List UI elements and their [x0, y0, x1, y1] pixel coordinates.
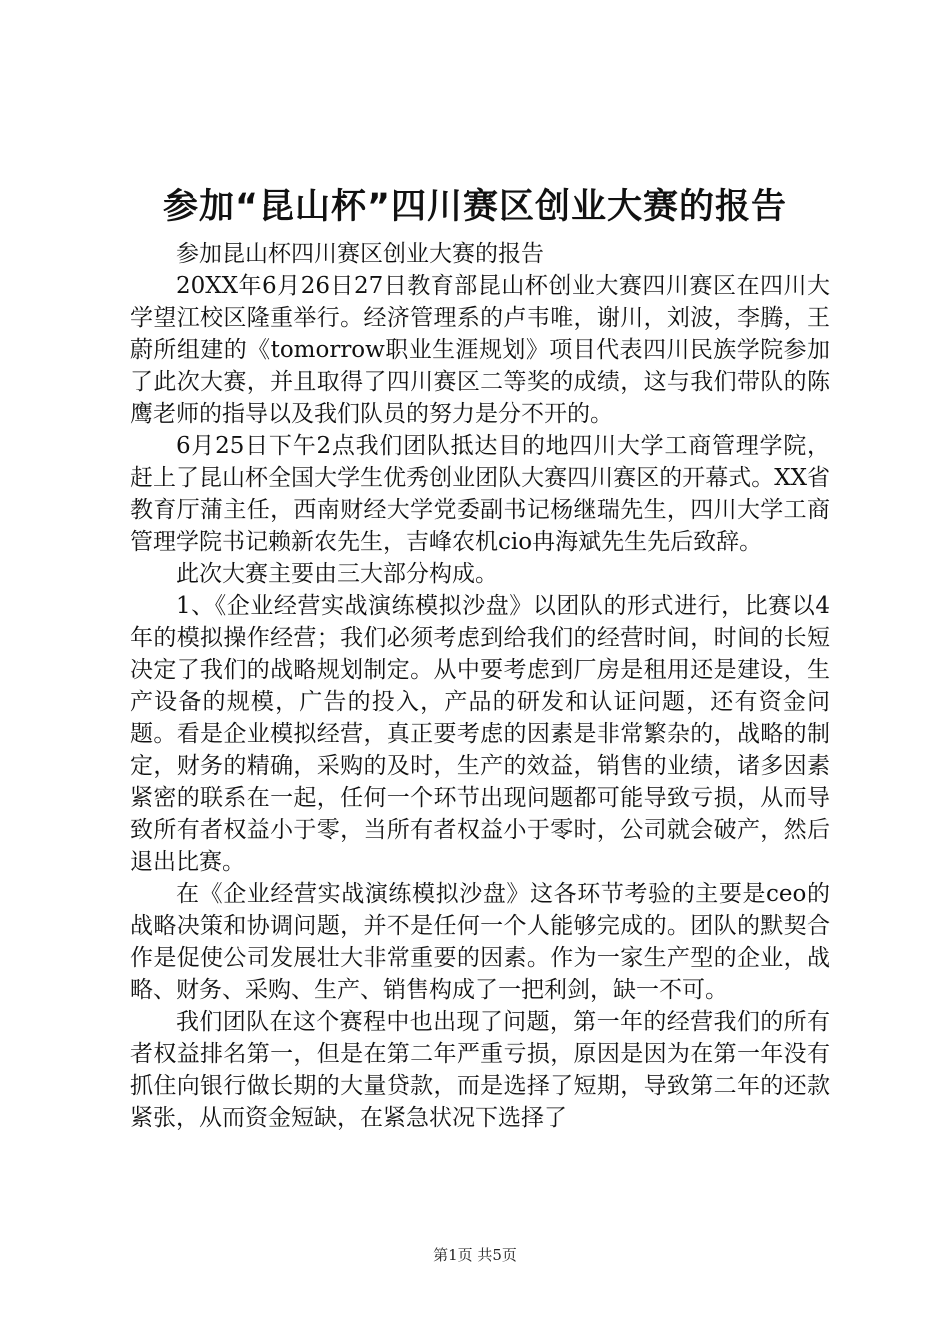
paragraph-problems: 我们团队在这个赛程中也出现了问题，第一年的经营我们的所有者权益排名第一，但是在第二年严重亏损，原因是因为在第一年没有抓住向银行做长期的大量贷款，而是选择了短期，导致第二年的还款紧张，从而资金短缺，在紧急状况下选择了 [130, 1009, 830, 1131]
paragraph-teamwork: 在《企业经营实战演练模拟沙盘》这各环节考验的主要是ceo的战略决策和协调问题，并不是任何一个人能够完成的。团队的默契合作是促使公司发展壮大非常重要的因素。作为一家生产型的企业，战略、财务、采购、生产、销售构成了一把利剑，缺一不可。 [130, 881, 830, 1003]
paragraph-structure: 此次大赛主要由三大部分构成。 [176, 561, 498, 587]
paragraph-opening-ceremony: 6月25日下午2点我们团队抵达目的地四川大学工商管理学院，赶上了昆山杯全国大学生优秀创业团队大赛四川赛区的开幕式。XX省教育厅蒲主任，西南财经大学党委副书记杨继瑞先生，四川大学工商管理学院书记赖新农先生，吉峰农机cio冉海斌先生先后致辞。 [130, 433, 830, 555]
document-title: 参加“昆山杯”四川赛区创业大赛的报告 [162, 187, 787, 227]
paragraph-subtitle: 参加昆山杯四川赛区创业大赛的报告 [176, 241, 544, 267]
page-footer: 第1页 共5页 [433, 1246, 517, 1264]
paragraph-intro: 20XX年6月26日27日教育部昆山杯创业大赛四川赛区在四川大学望江校区隆重举行。经济管理系的卢韦唯，谢川，刘波，李腾，王蔚所组建的《tomorrow职业生涯规划》项目代表四川民族学院参加了此次大赛，并且取得了四川赛区二等奖的成绩，这与我们带队的陈鹰老师的指导以及我们队员的努力是分不开的。 [130, 273, 830, 427]
paragraph-sandbox: 1、《企业经营实战演练模拟沙盘》以团队的形式进行，比赛以4年的模拟操作经营；我们必须考虑到给我们的经营时间，时间的长短决定了我们的战略规划制定。从中要考虑到厂房是租用还是建设，生产设备的规模，广告的投入，产品的研发和认证问题，还有资金问题。看是企业模拟经营，真正要考虑的因素是非常繁杂的，战略的制定，财务的精确，采购的及时，生产的效益，销售的业绩，诸多因素紧密的联系在一起，任何一个环节出现问题都可能导致亏损，从而导致所有者权益小于零，当所有者权益小于零时，公司就会破产，然后退出比赛。 [130, 593, 830, 875]
document-body [130, 238, 830, 1134]
